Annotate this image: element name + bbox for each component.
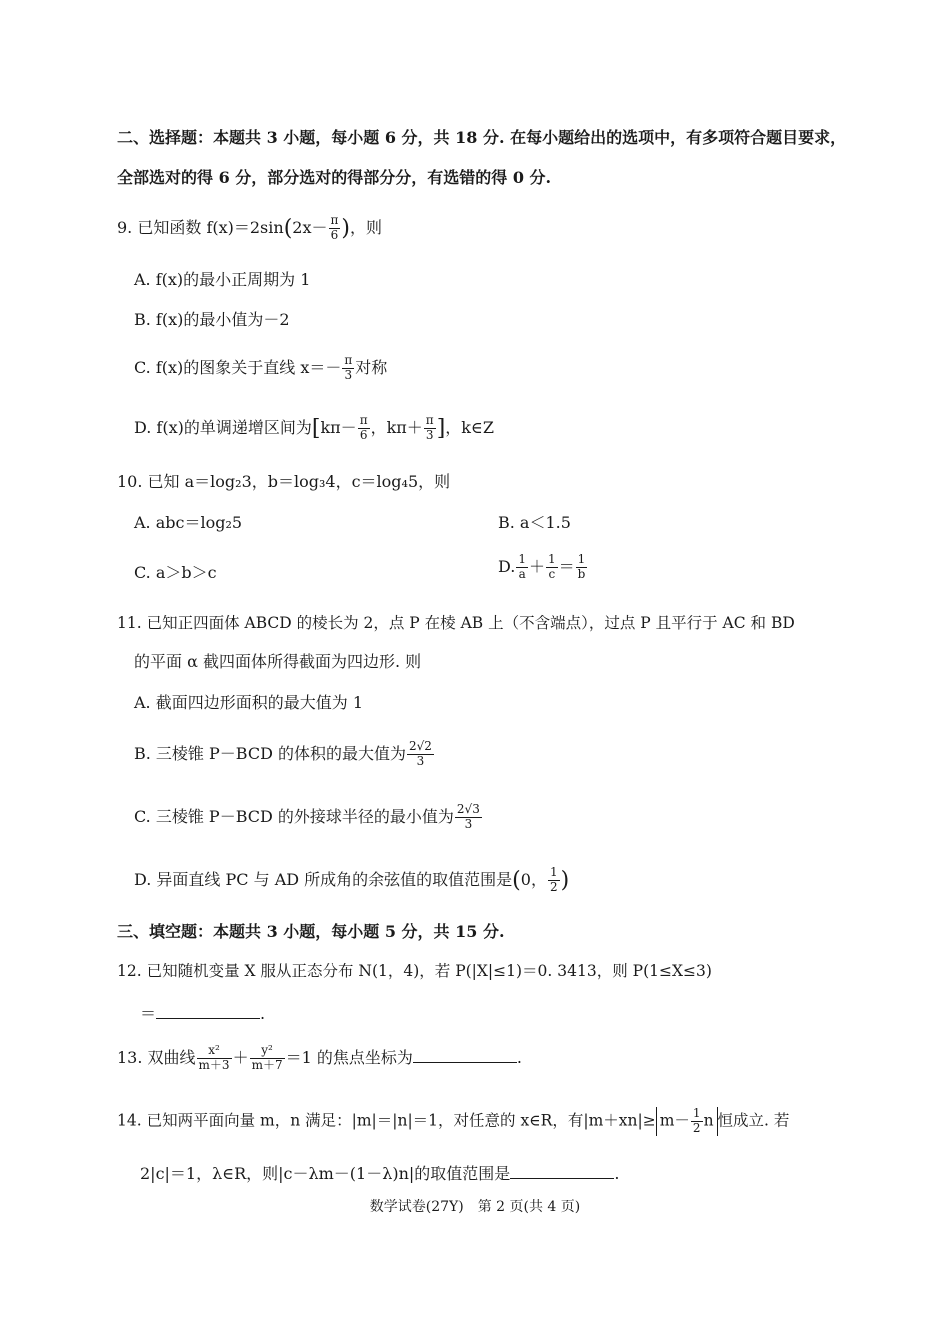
fraction: $\frac{2√3}{3}$ [456, 802, 480, 831]
q14-line1: 14. 已知两平面向量 m，n 满足：|m|＝|n|＝1，对任意的 x∈R，有|m＋xn|≥ m－ $\frac{1}{2}$ n 恒成立. 若 [117, 1106, 790, 1135]
section2-heading-line1: 二、选择题：本题共 3 小题，每小题 6 分，共 18 分. 在每小题给出的选项中，有多项符合题目要求， [117, 128, 847, 147]
absolute-value: m－ $\frac{1}{2}$ n [656, 1107, 718, 1136]
answer-blank [156, 1002, 260, 1019]
fraction: $\frac{2√2}{3}$ [409, 739, 432, 768]
q12-line1: 12. 已知随机变量 X 服从正态分布 N(1，4)，若 P(|X|≤1)＝0. 3413，则 P(1≤X≤3) [117, 962, 712, 980]
q9-stem: 9. 已知函数 f(x)＝2sin(2x－ $\frac{\pi}{6}$ )，则 [117, 213, 382, 242]
fraction: $\frac{\text{y²}}{m+7}$ [251, 1043, 283, 1072]
q9-option-b: B. f(x)的最小值为－2 [134, 310, 290, 329]
q11-option-a: A. 截面四边形面积的最大值为 1 [134, 693, 363, 712]
page-footer: 数学试卷(27Y) 第 2 页(共 4 页) [369, 1199, 581, 1215]
q12-line2: ＝ . [140, 1004, 266, 1023]
q11-option-b: B. 三棱锥 P－BCD 的体积的最大值为 $\frac{2√2}{3}$ [134, 739, 432, 768]
fraction: $\frac{1}{b}$ [577, 552, 586, 581]
q9-option-a: A. f(x)的最小正周期为 1 [134, 270, 311, 289]
q11-stem-line2: 的平面 α 截四面体所得截面为四边形. 则 [134, 652, 422, 671]
fraction: $\frac{1}{2}$ [692, 1106, 701, 1135]
q13-stem: 13. 双曲线 $\frac{\text{x²}}{m+3}$ ＋ $\frac{\text{y²}}{m+7}$ ＝1 的焦点坐标为 . [117, 1043, 522, 1072]
fraction: $\frac{\pi}{3}$ [425, 413, 434, 442]
fraction: $\frac{1}{2}$ [549, 865, 558, 894]
fraction: $\frac{\pi}{6}$ [359, 413, 368, 442]
fraction: $\frac{\pi}{3}$ [344, 353, 353, 382]
q10-stem: 10. 已知 a＝log₂3，b＝log₃4，c＝log₄5，则 [117, 472, 451, 491]
answer-blank [413, 1046, 517, 1063]
q11-stem-line1: 11. 已知正四面体 ABCD 的棱长为 2，点 P 在棱 AB 上（不含端点），过点 P 且平行于 AC 和 BD [117, 614, 795, 632]
fraction: $\frac{\pi}{6}$ [330, 213, 339, 242]
section3-heading: 三、填空题：本题共 3 小题，每小题 5 分，共 15 分. [117, 922, 505, 941]
q9-option-c: C. f(x)的图象关于直线 x＝－ $\frac{\pi}{3}$ 对称 [134, 353, 388, 382]
q11-option-d: D. 异面直线 PC 与 AD 所成角的余弦值的取值范围是(0， $\frac{1}{2}$ ) [134, 865, 570, 894]
q11-option-c: C. 三棱锥 P－BCD 的外接球半径的最小值为 $\frac{2√3}{3}$ [134, 802, 480, 831]
answer-blank [510, 1162, 614, 1179]
section2-heading-line2: 全部选对的得 6 分，部分选对的得部分分，有选错的得 0 分. [117, 168, 552, 187]
q9-option-d: D. f(x)的单调递增区间为[kπ－ $\frac{\pi}{6}$ ，kπ＋ $\frac{\pi}{3}$ ]，k∈Z [134, 413, 494, 442]
fraction: $\frac{1}{a}$ [518, 552, 526, 581]
q10-option-c: C. a＞b＞c [134, 563, 217, 582]
fraction: $\frac{1}{c}$ [548, 552, 556, 581]
q10-option-b: B. a＜1.5 [498, 513, 571, 532]
q10-option-d: D. $\frac{1}{a}$ ＋ $\frac{1}{c}$ ＝ $\frac{1}{b}$ [498, 552, 586, 581]
fraction: $\frac{\text{x²}}{m+3}$ [198, 1043, 230, 1072]
q14-line2: 2|c|＝1，λ∈R，则|c－λm－(1－λ)n|的取值范围是 . [140, 1164, 620, 1183]
q10-option-a: A. abc＝log₂5 [134, 513, 243, 532]
